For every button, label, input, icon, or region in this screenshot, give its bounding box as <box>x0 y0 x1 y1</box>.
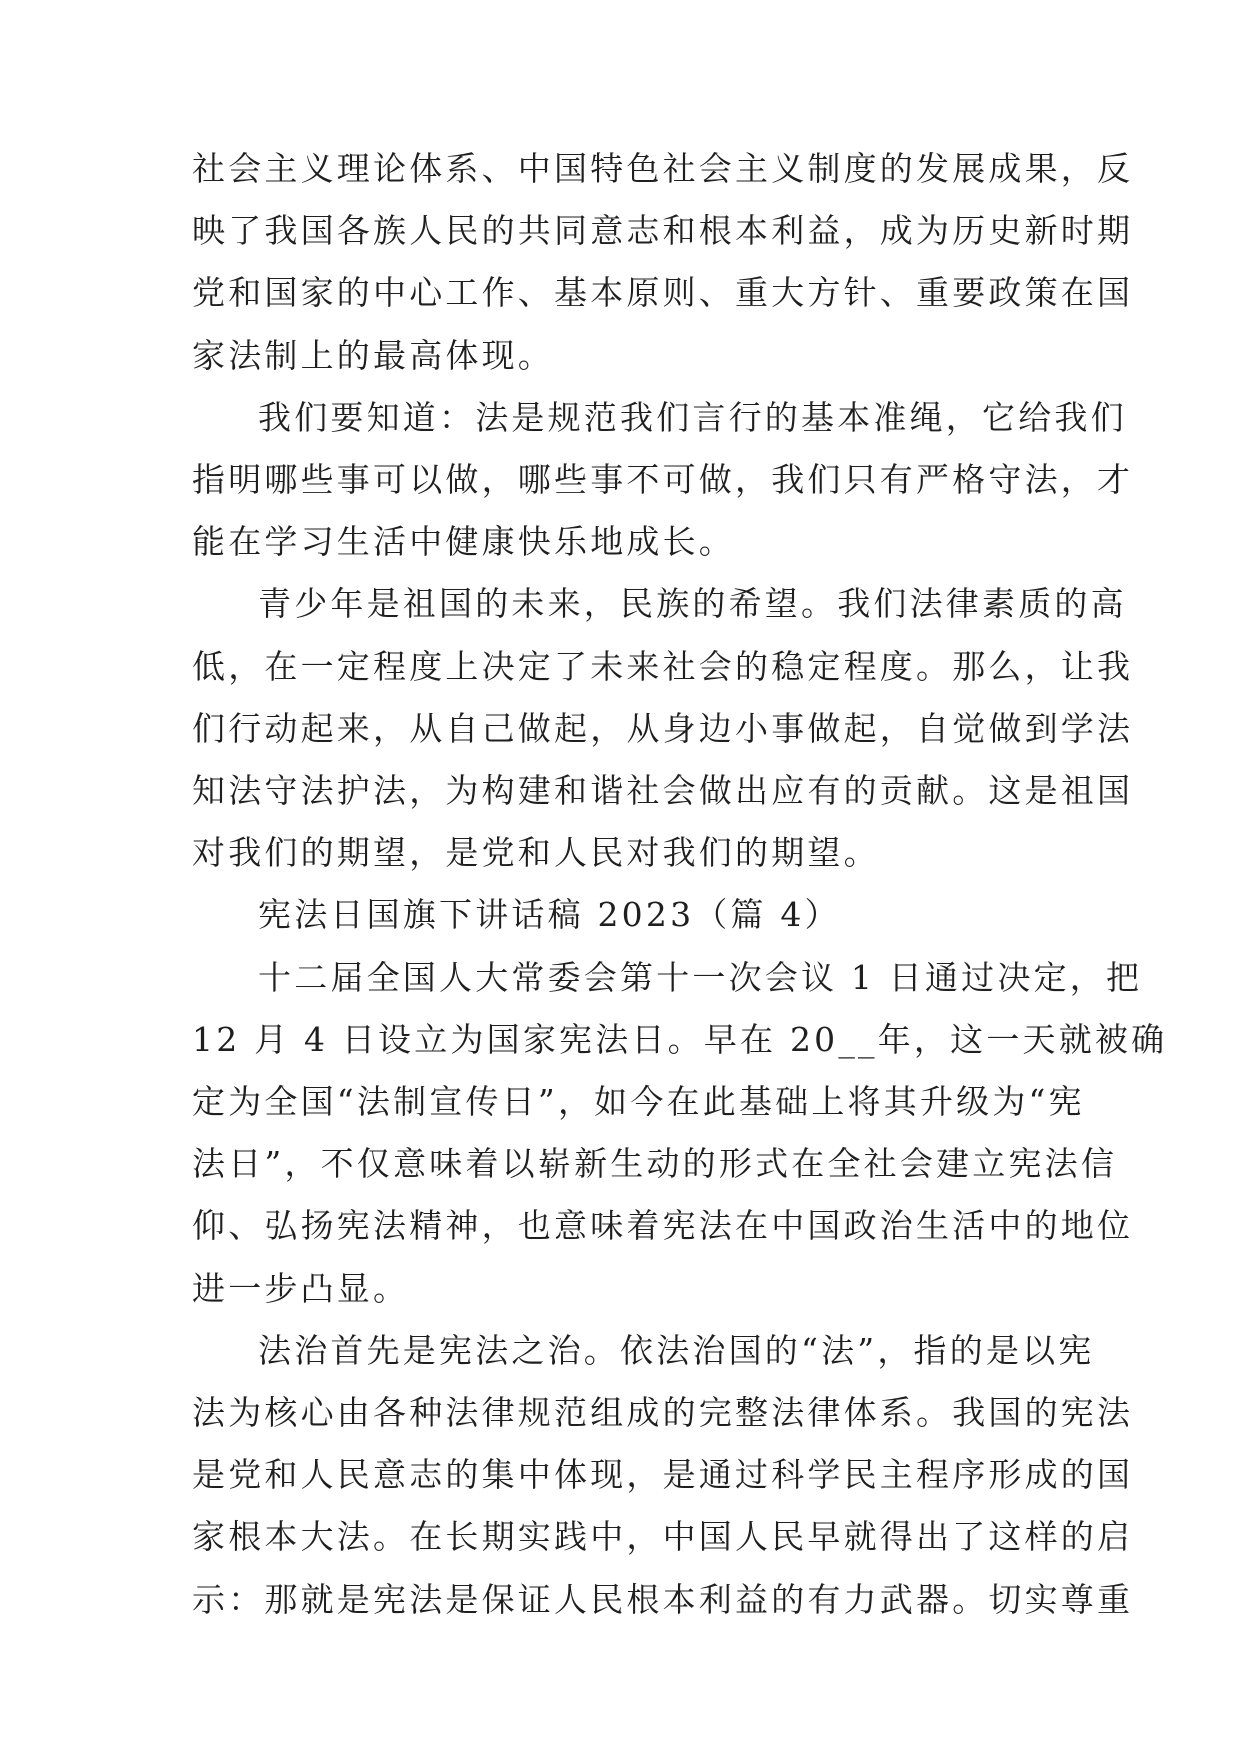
text-line: 进一步凸显。 <box>192 1268 410 1308</box>
text-line: 宪法日国旗下讲话稿 2023（篇 4） <box>258 895 841 935</box>
text-line: 示：那就是宪法是保证人民根本利益的有力武器。切实尊重 <box>192 1579 1134 1619</box>
text-line: 青少年是祖国的未来，民族的希望。我们法律素质的高 <box>258 584 1127 624</box>
text-line: 法治首先是宪法之治。依法治国的“法”，指的是以宪 <box>258 1330 1095 1370</box>
text-line: 对我们的期望，是党和人民对我们的期望。 <box>192 833 880 873</box>
text-line: 家根本大法。在长期实践中，中国人民早就得出了这样的启 <box>192 1517 1134 1557</box>
paragraph <box>192 387 1134 574</box>
text-line: 能在学习生活中健康快乐地成长。 <box>192 522 735 562</box>
document-body <box>192 138 1168 1631</box>
text-line: 十二届全国人大常委会第十一次会议 1 日通过决定，把 <box>258 957 1143 997</box>
paragraph <box>192 138 1134 387</box>
text-line: 指明哪些事可以做，哪些事不可做，我们只有严格守法，才 <box>192 460 1134 500</box>
text-line: 低，在一定程度上决定了未来社会的稳定程度。那么，让我 <box>192 646 1134 686</box>
text-line: 法为核心由各种法律规范组成的完整法律体系。我国的宪法 <box>192 1393 1134 1433</box>
text-line: 法日”，不仅意味着以崭新生动的形式在全社会建立宪法信 <box>192 1144 1118 1184</box>
text-line: 仰、弘扬宪法精神，也意味着宪法在中国政治生活中的地位 <box>192 1206 1134 1246</box>
text-line: 映了我国各族人民的共同意志和根本利益，成为历史新时期 <box>192 211 1134 251</box>
text-line: 12 月 4 日设立为国家宪法日。早在 20__年，这一天就被确 <box>192 1019 1168 1059</box>
text-line: 知法守法护法，为构建和谐社会做出应有的贡献。这是祖国 <box>192 771 1134 811</box>
paragraph <box>192 1320 1134 1631</box>
paragraph <box>192 573 1134 884</box>
paragraph <box>192 947 1168 1320</box>
text-line: 们行动起来，从自己做起，从身边小事做起，自觉做到学法 <box>192 708 1134 748</box>
text-line: 党和国家的中心工作、基本原则、重大方针、重要政策在国 <box>192 273 1134 313</box>
paragraph <box>192 884 1052 946</box>
document-page <box>192 138 1168 1631</box>
text-line: 我们要知道：法是规范我们言行的基本准绳，它给我们 <box>258 397 1127 437</box>
text-line: 是党和人民意志的集中体现，是通过科学民主程序形成的国 <box>192 1455 1134 1495</box>
text-line: 家法制上的最高体现。 <box>192 335 554 375</box>
text-line: 社会主义理论体系、中国特色社会主义制度的发展成果，反 <box>192 149 1134 188</box>
text-line: 定为全国“法制宣传日”，如今在此基础上将其升级为“宪 <box>192 1082 1085 1122</box>
